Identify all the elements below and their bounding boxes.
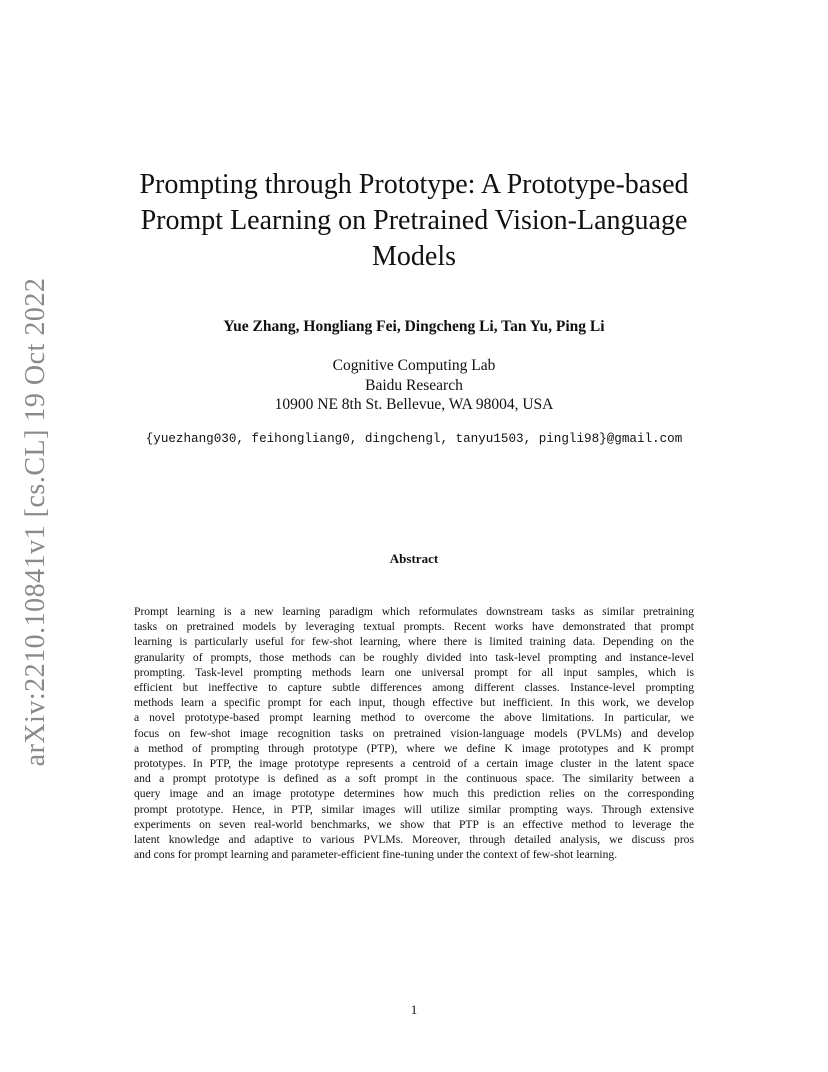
abstract-line: a novel prototype-based prompt learning method to overcome the above limitations. In particular, we	[134, 711, 694, 725]
abstract-line: query image and an image prototype determines how much this prediction relies on the corresponding	[134, 787, 694, 801]
abstract-line: tasks on pretrained models by leveraging textual prompts. Recent works have demonstrated that prompt	[134, 620, 694, 634]
abstract-line: Prompt learning is a new learning paradigm which reformulates downstream tasks as similar pretraining	[134, 605, 694, 618]
abstract-line: experiments on seven real-world benchmarks, we show that PTP is an effective method to leverage the	[134, 817, 694, 831]
abstract-line: prompt prototype. Hence, in PTP, similar images will utilize similar prompting ways. Through extensive	[134, 802, 694, 816]
abstract-line: methods learn a specific prompt for each input, though effective but inefficient. In this work, we develop	[134, 696, 694, 710]
author-emails: {yuezhang030, feihongliang0, dingchengl, tanyu1503, pingli98}@gmail.com	[145, 432, 683, 446]
affiliation	[0, 356, 828, 415]
paper-title	[100, 167, 728, 275]
title-line: Prompting through Prototype: A Prototype-based	[139, 168, 689, 200]
author-list: Yue Zhang, Hongliang Fei, Dingcheng Li, Tan Yu, Ping Li	[223, 318, 605, 335]
abstract-line: latent knowledge and adaptive to various PVLMs. Moreover, through detailed analysis, we discuss pros	[134, 833, 694, 847]
abstract-line: a method of prompting through prototype (PTP), where we define K image prototypes and K prompt	[134, 741, 694, 755]
affiliation-line: Cognitive Computing Lab	[332, 357, 496, 374]
page-number: 1	[410, 1002, 418, 1017]
abstract-body	[134, 604, 694, 862]
affiliation-line: 10900 NE 8th St. Bellevue, WA 98004, USA	[274, 396, 554, 413]
title-line: Models	[372, 240, 456, 272]
abstract-line: and cons for prompt learning and parameter-efficient fine-tuning under the context of few-shot learning.	[134, 848, 618, 862]
abstract-line: granularity of prompts, those methods can be roughly divided into task-level prompting and instance-level	[134, 650, 694, 664]
abstract-line: focus on few-shot image recognition tasks on pretrained vision-language models (PVLMs) and develop	[134, 726, 694, 740]
abstract-line: and a prompt prototype is defined as a soft prompt in the continuous space. The similarity between a	[134, 772, 694, 786]
abstract-line: efficient but ineffective to capture subtle differences among different classes. Instance-level prompting	[134, 681, 694, 695]
arxiv-identifier-stamp: arXiv:2210.10841v1 [cs.CL] 19 Oct 2022	[20, 277, 51, 767]
abstract-heading: Abstract	[389, 551, 439, 566]
affiliation-line: Baidu Research	[365, 376, 463, 394]
abstract-line: prompting. Task-level prompting methods learn one universal prompt for all input samples, which is	[134, 665, 694, 679]
abstract-line: prototypes. In PTP, the image prototype represents a centroid of a certain image cluster in the latent space	[134, 757, 694, 771]
abstract-line: learning is particularly useful for few-shot learning, where there is limited training data. Depending on the	[134, 635, 694, 649]
title-line: Prompt Learning on Pretrained Vision-Language	[140, 204, 688, 236]
